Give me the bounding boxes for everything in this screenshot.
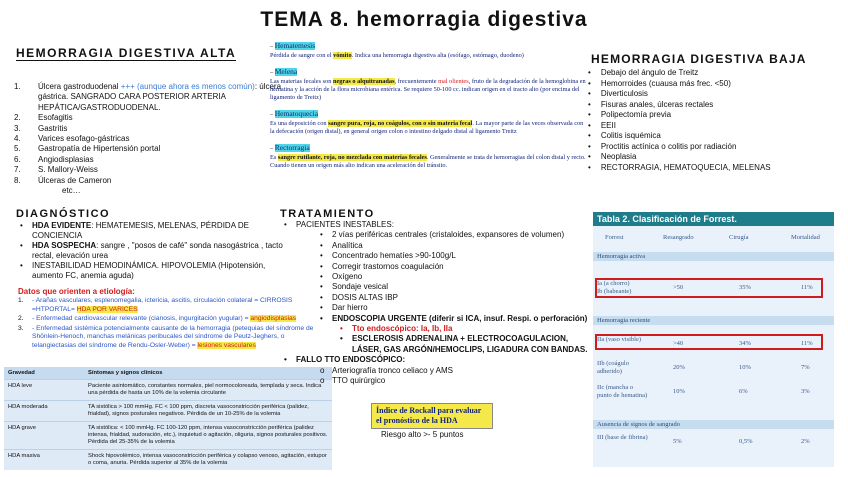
diagnostico-list: [18, 221, 288, 281]
gravedad-row: [4, 450, 332, 471]
gravedad-row: [4, 422, 332, 450]
cause-main: Úlceras de Cameron: [38, 175, 112, 185]
cause-item: [14, 82, 282, 113]
tratamiento-item: o Arteriografía tronco celiaco y AMS: [282, 366, 592, 376]
forrest-row-label: IIc (mancha o punto de hematina): [597, 384, 648, 399]
tratamiento-item: • Analítica: [282, 241, 592, 251]
forrest-band: Hemorragia reciente: [593, 316, 834, 325]
cause-number: 2.: [14, 113, 21, 123]
etiologia-desc: - Enfermedad cardiovascular relevante (cianosis, ingurgitación yugular) =: [32, 315, 251, 323]
tratamiento-item: • PACIENTES INESTABLES:: [282, 220, 592, 230]
forrest-header: Cirugía: [729, 234, 749, 241]
definition-melena: – Melena Las materias fecales son negras o alquitranadas, frecuentemente mal olientes, fruto de la degradación de la hemoglobina en hematina y la acción de la flora microbiana entérica. Se requiere 50-100 cc. indican origen en el tracto alto (por encima del ligamento de Treitz): [270, 67, 586, 101]
etiologia-number: 3.: [18, 324, 24, 332]
cause-item: [14, 165, 282, 175]
hda-alta-heading: HEMORRAGIA DIGESTIVA ALTA: [16, 46, 237, 60]
gravedad-signs: Shock hipovolémico, intensa vasoconstricción periférica y colapso venoso, agitación, estupor o coma, anuria. Pérdida superior al 35% de la volemia: [84, 450, 332, 471]
definition-hematemesis: – Hematemesis Pérdida de sangre con el vómito. Indica una hemorragia digestiva alta (esófago, estómago, duodeno): [270, 42, 586, 60]
forrest-cell: 10%: [673, 388, 685, 395]
gravedad-signs: TA sistólica: < 100 mmHg. FC 100-120 ppm, intensa vasoconstricción periférica (palidez intensa, frialdad, sudoración, etc.), inquietud o agitación, oliguria, signos posturales positivos. Pérdida del 25-35% de la volemia: [84, 422, 332, 450]
definition-highlight: vómito: [333, 52, 352, 59]
forrest-cell: 3%: [801, 388, 810, 395]
baja-item: • Fisuras anales, úlceras rectales: [588, 100, 838, 111]
etiologia-text: [32, 297, 316, 314]
baja-item: • Colitis isquémica: [588, 131, 838, 142]
diagnostico-text: INESTABILIDAD HEMODINÁMICA. HIPOVOLEMIA (Hipotensión, aumento FC, anemia aguda): [32, 261, 266, 280]
etiologia-number: 1.: [18, 297, 24, 304]
tratamiento-item: o TTO quirúrgico: [282, 376, 592, 386]
forrest-cell: >50: [673, 284, 684, 291]
gravedad-level: HDA moderada: [4, 401, 84, 422]
baja-item: • Diverticulosis: [588, 89, 838, 100]
riesgo-text: Riesgo alto >- 5 puntos: [381, 430, 464, 439]
etiologia-text: [32, 315, 296, 324]
diagnostico-item: [18, 221, 288, 241]
forrest-cell: 5%: [673, 438, 682, 445]
gravedad-level: HDA leve: [4, 380, 84, 401]
tratamiento-item: • 2 vías periféricas centrales (cristaloides, expansores de volumen): [282, 230, 592, 240]
definition-text: , fruto de la degradación de la hemoglobina en hematina y la acción de la flora microbiana entérica. Se requiere 50-100 cc. indican origen en el tracto alto (por encima del ligamento de Treitz): [270, 78, 586, 101]
definition-term: Rectorragia: [274, 143, 310, 152]
cause-main: etc…: [62, 186, 81, 196]
forrest-highlight-box: [595, 334, 823, 350]
forrest-cell: 34%: [739, 340, 751, 347]
definitions-panel: [270, 42, 586, 178]
cause-text: [38, 113, 73, 123]
forrest-cell: 10%: [739, 364, 751, 371]
cause-number: 8.: [14, 175, 21, 185]
definition-text: Es una deposición con: [270, 120, 329, 127]
cause-main: Varices esofago-gástricas: [38, 134, 130, 144]
definition-rectorragia: – Rectorragia Es sangre rutilante, roja, no mezclada con materias fecales. Generalmente se trata de hemorragias del colon distal y recto. Cuando tienen un origen más alto indican una aceleración del tránsito.: [270, 143, 586, 169]
cause-text: [38, 165, 98, 175]
tratamiento-item: • ENDOSCOPIA URGENTE (diferir si ICA, insuf. Respi. o perforación): [282, 314, 592, 324]
etiologia-item: [18, 315, 316, 324]
diagnostico-heading: DIAGNÓSTICO: [16, 208, 111, 220]
gravedad-header: Gravedad: [4, 367, 84, 380]
forrest-table: [593, 212, 834, 467]
forrest-cell: 2%: [801, 438, 810, 445]
cause-text: [38, 124, 67, 134]
cause-note: +++ (aunque ahora es menos común): [120, 82, 255, 91]
cause-text: [38, 82, 282, 113]
cause-item: [14, 113, 282, 123]
etiologia-highlight: HDA POR VARICES: [76, 305, 138, 313]
forrest-cell: 6%: [739, 388, 748, 395]
cause-text: [38, 155, 94, 165]
diagnostico-label: HDA SOSPECHA: [32, 241, 97, 250]
forrest-row-label: III (base de fibrina): [597, 434, 648, 441]
forrest-header: Mortalidad: [791, 234, 820, 241]
tratamiento-item: • Corregir trastornos coagulación: [282, 262, 592, 272]
etiologia-number: 2.: [18, 315, 24, 323]
cause-item: [14, 134, 282, 144]
definition-red: mal olientes: [438, 78, 469, 85]
cause-text: [38, 176, 111, 186]
tratamiento-item: • FALLO TTO ENDOSCÓPICO:: [282, 355, 592, 365]
definition-body: [270, 52, 586, 60]
baja-item: • Debajo del ángulo de Treitz: [588, 68, 838, 79]
cause-main: Gastritis: [38, 123, 68, 133]
forrest-header: Resangrado: [663, 234, 694, 241]
tratamiento-item: • Oxígeno: [282, 272, 592, 282]
etiologia-text: [32, 325, 316, 351]
forrest-cell: 11%: [801, 284, 813, 291]
cause-item: [14, 155, 282, 165]
forrest-cell: 20%: [673, 364, 685, 371]
cause-number: 3.: [14, 123, 21, 133]
cause-item: [14, 186, 282, 196]
gravedad-level: HDA grave: [4, 422, 84, 450]
definition-highlight: negras o alquitranadas: [332, 78, 395, 85]
definition-term: Hematemesis: [274, 41, 316, 50]
cause-text: [38, 144, 160, 154]
cause-main: S. Mallory-Weiss: [38, 165, 98, 175]
tratamiento-heading: TRATAMIENTO: [280, 208, 375, 220]
cause-main: Úlcera gastroduodenal: [38, 82, 121, 91]
cause-number: 5.: [14, 144, 21, 154]
etiologia-list: [18, 297, 316, 352]
etiologia-desc: - Enfermedad sistémica potencialmente causante de la hemorragia (petequias del síndrome de Shönlein-Henoch, manchas melánicas peribucales del síndrome de Peutz-Jeghers, o telangiectasias del síndrome de Rendu-Osler-Weber) =: [32, 324, 314, 349]
forrest-band: Hemorragia activa: [593, 252, 834, 261]
cause-item: [14, 176, 282, 186]
definition-text: . La mayor parte de las veces observada con la defecación (origen distal), en general origen colon o intestino delgado distal al ligamento Treitz: [270, 120, 584, 135]
cause-detail: : úlcera gástrica. SANGRADO CARA POSTERIOR ARTERIA HEPÁTICA/GASTRODUODENAL.: [38, 82, 282, 112]
definition-text: . Indica una hemorragia digestiva alta (esófago, estómago, duodeno): [351, 52, 524, 59]
baja-item: • EEII: [588, 121, 838, 132]
cause-text: [38, 134, 129, 144]
forrest-cell: 0,5%: [739, 438, 753, 445]
baja-item: • Proctitis actínica o colitis por radiación: [588, 142, 838, 153]
hda-baja-heading: HEMORRAGIA DIGESTIVA BAJA: [591, 52, 807, 66]
definition-highlight: sangre pura, roja, no coágulos, con o sin materia fecal: [328, 120, 473, 127]
forrest-row-label: IIa (vaso visible): [597, 336, 642, 343]
sintomas-header: Síntomas y signos clínicos: [84, 367, 332, 380]
etiologia-highlight: angiodisplasias: [250, 315, 297, 323]
rockall-box: [371, 403, 493, 429]
etiologia-heading: Datos que orienten a etiología:: [18, 287, 135, 296]
page-title: TEMA 8. hemorragia digestiva: [260, 8, 588, 31]
forrest-row-label: Ia (a chorro) Ib (babeante): [597, 280, 632, 295]
definition-text: Las materias fecales son: [270, 78, 333, 85]
gravedad-signs: Paciente asintomático, constantes normales, piel normocoloreada, templada y seca. Indica una pérdida de hasta un 10% de la volemia circulante: [84, 380, 332, 401]
diagnostico-item: [18, 261, 288, 281]
definition-text: . Generalmente se trata de hemorragias del colon distal y recto. Cuando tienen un origen más alto indican una aceleración del tránsito.: [270, 154, 586, 169]
forrest-highlight-box: [595, 278, 823, 298]
baja-item: • Hemorroides (cuausa más frec. <50): [588, 79, 838, 90]
etiologia-highlight: lesiones vasculares: [197, 341, 256, 349]
definition-text: , frecuentemente: [394, 78, 439, 85]
etiologia-desc: - Arañas vasculares, esplenomegalia, ictericia, ascitis, circulación colateral = CIRROSIS =HTPORTAL=: [32, 297, 293, 313]
tratamiento-item: • Concentrado hematíes >90-100g/L: [282, 251, 592, 261]
baja-item: • Neoplasia: [588, 152, 838, 163]
etiologia-item: [18, 297, 316, 314]
forrest-cell: 35%: [739, 284, 751, 291]
rockall-text: Índice de Rockall para evaluar el pronóstico de la HDA: [376, 406, 482, 425]
cause-number: 1.: [14, 82, 21, 91]
definition-body: [270, 120, 586, 136]
forrest-band: Ausencia de signos de sangrado: [593, 420, 834, 429]
diagnostico-label: HDA EVIDENTE: [32, 221, 92, 230]
tratamiento-list: [282, 220, 592, 387]
diagnostico-item: [18, 241, 288, 261]
cause-number: 4.: [14, 134, 21, 144]
cause-item: [14, 124, 282, 134]
definition-term: Melena: [274, 67, 298, 76]
definition-text: Pérdida de sangre con el: [270, 52, 334, 59]
gravedad-level: HDA masiva: [4, 450, 84, 471]
hda-alta-causes-list: [14, 82, 282, 196]
gravedad-row: [4, 401, 332, 422]
baja-item: • RECTORRAGIA, HEMATOQUECIA, MELENAS: [588, 163, 838, 174]
cause-item: [14, 144, 282, 154]
hda-baja-list: [588, 68, 838, 173]
forrest-caption: Tabla 2. Clasificación de Forrest.: [593, 212, 834, 226]
gravedad-signs: TA sistólica > 100 mmHg. FC < 100 ppm, discreta vasoconstricción periférica (palidez, frialdad), signos posturales negativos. Pérdida de un 10-25% de la volemia: [84, 401, 332, 422]
tratamiento-item: • ESCLEROSIS ADRENALINA + ELECTROCOAGULACION, LÁSER, GAS ARGÓN/HEMOCLIPS, LIGADURA CON BANDAS.: [282, 334, 592, 355]
definition-highlight: sangre rutilante, roja, no mezclada con materias fecales: [277, 154, 427, 161]
cause-number: 6.: [14, 154, 21, 164]
etiologia-item: [18, 325, 316, 351]
tratamiento-item: • Dar hierro: [282, 303, 592, 313]
tratamiento-item: • Sondaje vesical: [282, 282, 592, 292]
cause-main: Angiodisplasias: [38, 154, 94, 164]
definition-hematoquecia: – Hematoquecia Es una deposición con sangre pura, roja, no coágulos, con o sin materia fecal. La mayor parte de las veces observada con la defecación (origen distal), en general origen colon o intestino delgado distal al ligamento Treitz: [270, 110, 586, 136]
cause-text: [38, 186, 81, 196]
diagnostico-text: : sangre , "posos de café" sonda nasogástrica , tacto rectal, elevación urea: [32, 241, 283, 260]
definition-body: [270, 78, 586, 102]
forrest-cell: >40: [673, 340, 684, 347]
cause-number: [14, 186, 38, 196]
definition-text: Es: [270, 154, 278, 161]
diagnostico-text: : HEMATEMESIS, MELENAS, PÉRDIDA DE CONCIENCIA: [32, 221, 249, 240]
baja-item: • Polipectomía previa: [588, 110, 838, 121]
tratamiento-item: • DOSIS ALTAS IBP: [282, 293, 592, 303]
cause-main: Gastropatía de Hipertensión portal: [38, 144, 161, 154]
forrest-cell: 7%: [801, 364, 810, 371]
cause-number: 7.: [14, 165, 21, 175]
forrest-cell: 11%: [801, 340, 813, 347]
forrest-header: Forrest: [605, 234, 624, 241]
definition-term: Hematoquecia: [274, 109, 319, 118]
forrest-row-label: IIb (coágulo adherido): [597, 360, 629, 375]
tratamiento-item: • Tto endoscópico: Ia, Ib, IIa: [282, 324, 592, 334]
cause-main: Esofagitis: [38, 113, 73, 123]
definition-body: [270, 154, 586, 170]
